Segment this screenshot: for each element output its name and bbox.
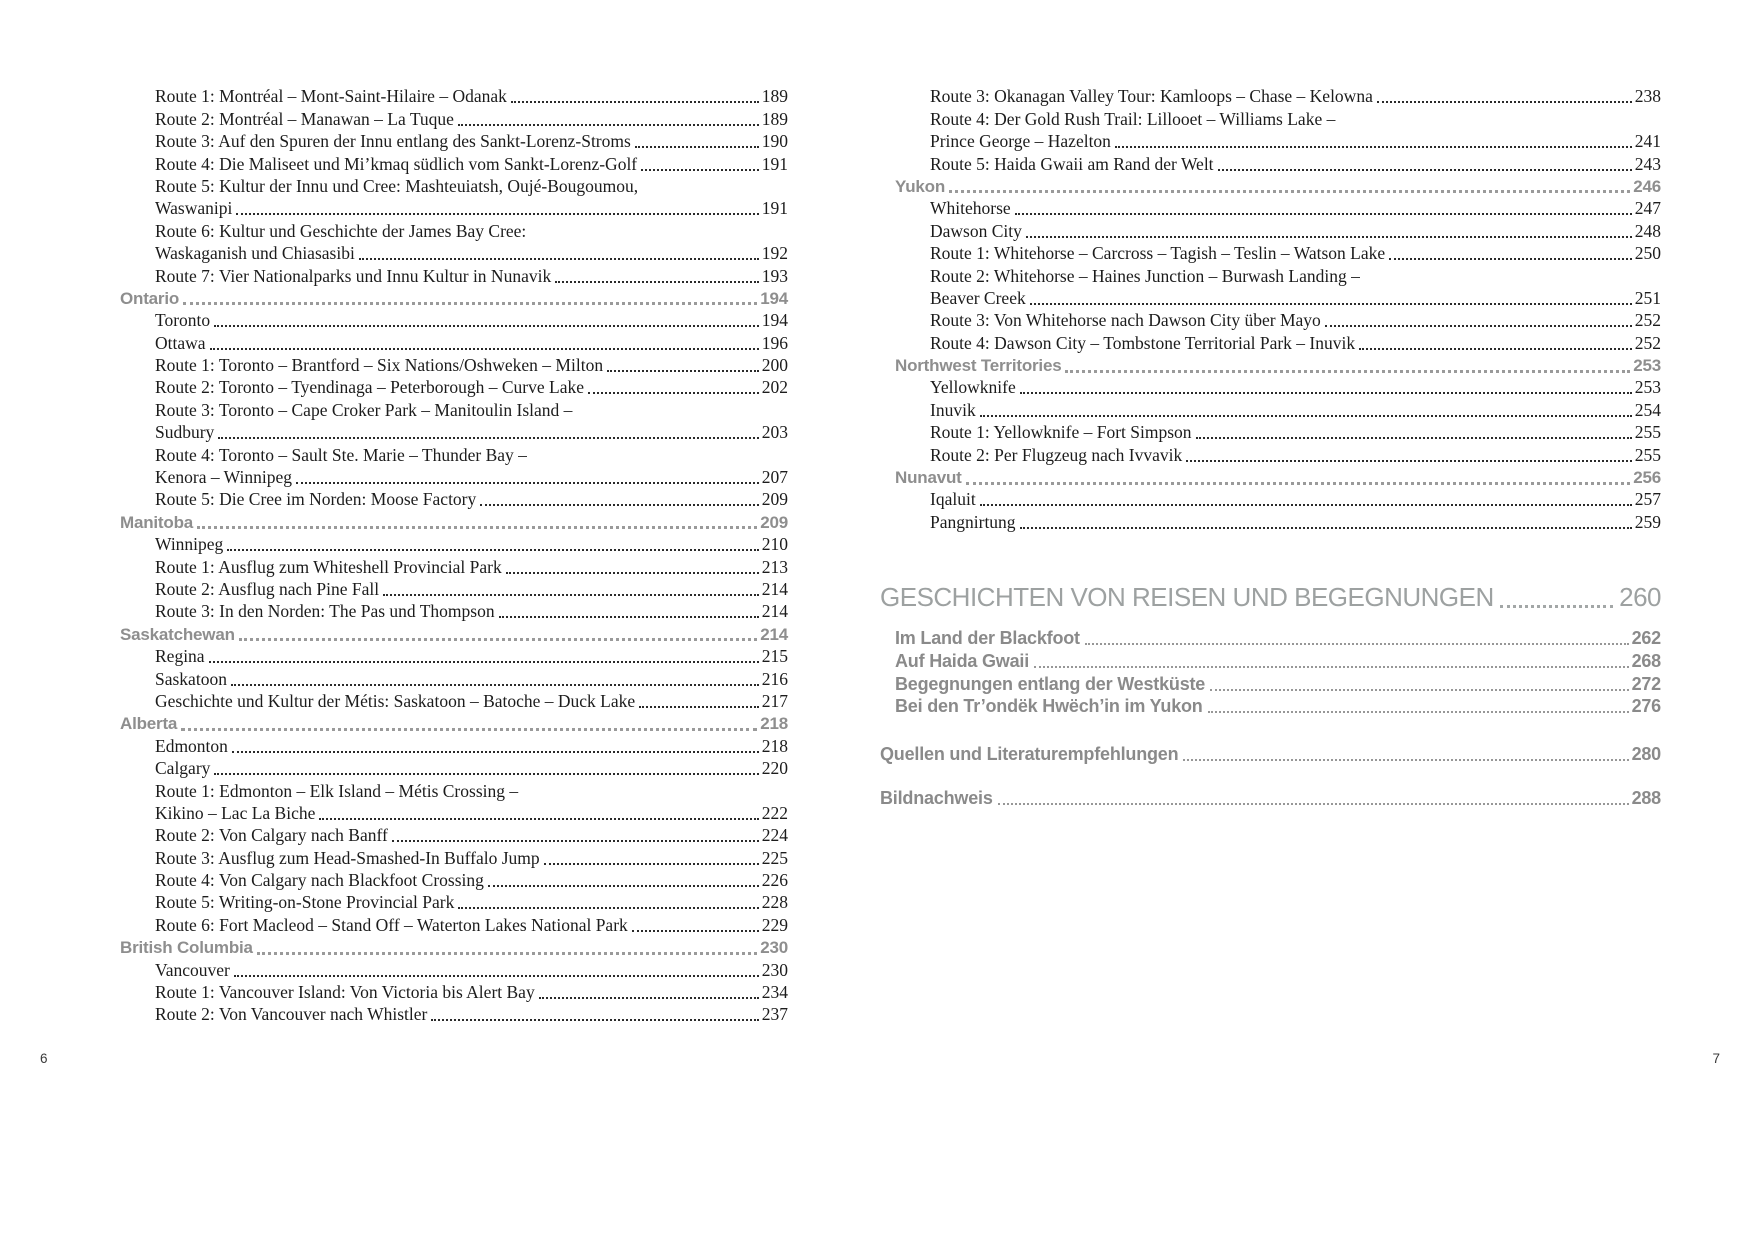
toc-entry-label: Yellowknife: [930, 377, 1016, 398]
toc-entry-label: Route 1: Vancouver Island: Von Victoria bis Alert Bay: [155, 982, 535, 1003]
toc-entry-row: [120, 219, 788, 241]
dot-leader: [966, 482, 1631, 485]
toc-entry-row: [880, 331, 1661, 353]
toc-entry-row: [880, 85, 1661, 107]
toc-entry-row: [880, 510, 1661, 532]
toc-page-number: 191: [761, 198, 788, 219]
dot-leader: [980, 504, 1632, 506]
toc-entry-label: Iqaluit: [930, 489, 976, 510]
toc-section-row: [880, 466, 1661, 488]
toc-section-row: [120, 287, 788, 309]
toc-page-number: 190: [761, 131, 788, 152]
dot-leader: [431, 1019, 758, 1021]
toc-page-number: 225: [761, 847, 788, 868]
toc-entry-label: Nunavut: [895, 468, 962, 488]
dot-leader: [1020, 527, 1632, 529]
toc-page-number: 238: [1634, 86, 1661, 107]
dot-leader: [458, 907, 758, 909]
toc-entry-label: Ottawa: [155, 332, 206, 353]
toc-entry-label: Saskatchewan: [120, 624, 235, 644]
dot-leader: [296, 482, 759, 484]
dot-leader: [632, 930, 759, 932]
toc-entry-row: [880, 152, 1661, 174]
toc-entry-label: Edmonton: [155, 735, 228, 756]
toc-page-number: 280: [1631, 743, 1661, 764]
dot-leader: [210, 348, 759, 350]
toc-entry-row: [120, 398, 788, 420]
toc-entry-row: [880, 309, 1661, 331]
toc-entry-row: [120, 152, 788, 174]
dot-leader: [539, 997, 759, 999]
dot-leader: [214, 773, 758, 775]
toc-entry-label: Route 3: Okanagan Valley Tour: Kamloops – Chase – Kelowna: [930, 86, 1373, 107]
toc-page-number: 214: [760, 624, 788, 644]
toc-page-number: 214: [761, 601, 788, 622]
dot-leader: [458, 124, 759, 126]
toc-entry-row: [120, 600, 788, 622]
toc-entry-row: [120, 488, 788, 510]
page-number-right: 7: [1712, 1051, 1720, 1066]
extra-row: [880, 742, 1661, 765]
dot-leader: [607, 370, 759, 372]
toc-page-number: 255: [1634, 444, 1661, 465]
toc-page-number: 241: [1634, 131, 1661, 152]
toc-entry-label: Begegnungen entlang der Westküste: [895, 673, 1206, 694]
toc-column-left: [120, 85, 788, 1025]
toc-entry-label: Route 2: Toronto – Tyendinaga – Peterborough – Curve Lake: [155, 377, 584, 398]
toc-page-number: 224: [761, 825, 788, 846]
dot-leader: [232, 751, 759, 753]
story-row: [880, 627, 1661, 650]
toc-entry-row: [880, 264, 1661, 286]
toc-page-number: 222: [761, 802, 788, 823]
toc-entry-label: Route 2: Von Vancouver nach Whistler: [155, 1004, 428, 1025]
dot-leader: [1015, 213, 1632, 215]
toc-entry-label: Route 2: Ausflug nach Pine Fall: [155, 578, 380, 599]
toc-entry-label: Route 3: Toronto – Cape Croker Park – Manitoulin Island –: [155, 399, 573, 420]
dot-leader: [488, 885, 759, 887]
dot-leader: [319, 818, 758, 820]
toc-entry-label: Calgary: [155, 758, 211, 779]
dot-leader: [1389, 258, 1632, 260]
toc-list-left: [120, 85, 788, 1025]
toc-section-row: [880, 175, 1661, 197]
dot-leader: [544, 863, 759, 865]
toc-page-number: 250: [1634, 243, 1661, 264]
toc-entry-label: Bildnachweis: [880, 788, 993, 809]
dot-leader: [480, 504, 758, 506]
toc-entry-row: [880, 130, 1661, 152]
dot-leader: [555, 281, 759, 283]
toc-page-number: 209: [760, 512, 788, 532]
dot-leader: [998, 803, 1629, 805]
toc-entry-row: [120, 421, 788, 443]
toc-page-number: 200: [761, 355, 788, 376]
toc-entry-label: Kikino – Lac La Biche: [155, 802, 316, 823]
toc-entry-label: Route 1: Yellowknife – Fort Simpson: [930, 422, 1192, 443]
dot-leader: [1085, 643, 1629, 645]
toc-entry-row: [120, 734, 788, 756]
page-number-left: 6: [40, 1051, 48, 1066]
toc-page-number: 203: [761, 422, 788, 443]
dot-leader: [227, 549, 758, 551]
toc-entry-label: Route 2: Von Calgary nach Banff: [155, 825, 388, 846]
toc-page-number: 194: [760, 288, 788, 308]
dot-leader: [635, 146, 759, 148]
toc-entry-label: Route 4: Der Gold Rush Trail: Lillooet – Williams Lake –: [930, 108, 1336, 129]
dot-leader: [511, 101, 759, 103]
toc-entry-row: [880, 219, 1661, 241]
toc-entry-row: [120, 981, 788, 1003]
toc-page-number: 230: [760, 938, 788, 958]
toc-entry-label: Whitehorse: [930, 198, 1011, 219]
dot-leader: [197, 526, 757, 529]
toc-page-number: 189: [761, 86, 788, 107]
toc-entry-label: Kenora – Winnipeg: [155, 467, 292, 488]
dot-leader: [1218, 169, 1632, 171]
dot-leader: [1325, 325, 1632, 327]
dot-leader: [181, 728, 757, 731]
toc-entry-label: Route 7: Vier Nationalparks und Innu Kultur in Nunavik: [155, 265, 552, 286]
toc-entry-row: [880, 242, 1661, 264]
toc-entry-row: [120, 667, 788, 689]
toc-entry-row: [120, 690, 788, 712]
dot-leader: [1377, 101, 1632, 103]
dot-leader: [209, 661, 759, 663]
toc-entry-label: Route 5: Die Cree im Norden: Moose Factory: [155, 489, 477, 510]
story-row: [880, 695, 1661, 718]
toc-page-number: 213: [761, 556, 788, 577]
dot-leader: [1210, 689, 1628, 691]
toc-entry-row: [120, 958, 788, 980]
toc-page-number: 243: [1634, 153, 1661, 174]
toc-entry-row: [880, 287, 1661, 309]
toc-entry-row: [120, 376, 788, 398]
toc-entry-label: Route 1: Toronto – Brantford – Six Nations/Oshweken – Milton: [155, 355, 604, 376]
toc-entry-row: [120, 913, 788, 935]
toc-entry-label: British Columbia: [120, 938, 253, 958]
toc-page-number: 217: [761, 690, 788, 711]
toc-page-number: 255: [1634, 422, 1661, 443]
dot-leader: [214, 325, 759, 327]
dot-leader: [1208, 711, 1629, 713]
toc-page-number: 253: [1633, 356, 1661, 376]
toc-entry-label: Route 3: Von Whitehorse nach Dawson City über Mayo: [930, 310, 1321, 331]
dot-leader: [183, 302, 757, 305]
toc-page-number: 272: [1631, 673, 1661, 694]
toc-page-number: 214: [761, 578, 788, 599]
toc-section-row: [120, 936, 788, 958]
toc-entry-label: Regina: [155, 646, 205, 667]
toc-page-number: 220: [761, 758, 788, 779]
toc-section-row: [120, 510, 788, 532]
dot-leader: [239, 638, 757, 641]
toc-page-number: 210: [761, 534, 788, 555]
dot-leader: [1034, 666, 1629, 668]
dot-leader: [639, 706, 759, 708]
toc-page-number: 252: [1634, 332, 1661, 353]
toc-page-number: 218: [760, 714, 788, 734]
toc-entry-row: [120, 578, 788, 600]
toc-entry-row: [880, 197, 1661, 219]
toc-entry-label: Prince George – Hazelton: [930, 131, 1111, 152]
stories-list: [880, 627, 1661, 717]
dot-leader: [1026, 236, 1632, 238]
dot-leader: [499, 616, 759, 618]
toc-entry-row: [120, 242, 788, 264]
dot-leader: [641, 169, 759, 171]
toc-entry-label: Vancouver: [155, 959, 230, 980]
toc-entry-label: Route 5: Kultur der Innu und Cree: Mashteuiatsh, Oujé-Bougoumou,: [155, 175, 639, 196]
toc-page-number: 218: [761, 735, 788, 756]
story-row: [880, 649, 1661, 672]
dot-leader: [949, 190, 1630, 193]
toc-page-number: 207: [761, 467, 788, 488]
part-heading-row: [880, 579, 1661, 613]
toc-entry-label: Toronto: [155, 310, 211, 331]
dot-leader: [218, 437, 758, 439]
toc-entry-label: Route 4: Dawson City – Tombstone Territorial Park – Inuvik: [930, 332, 1356, 353]
toc-entry-row: [120, 130, 788, 152]
toc-entry-row: [880, 488, 1661, 510]
toc-entry-label: Route 3: In den Norden: The Pas und Thompson: [155, 601, 495, 622]
toc-entry-row: [120, 85, 788, 107]
toc-column-right: [880, 85, 1661, 809]
toc-page-number: 254: [1634, 399, 1661, 420]
dot-leader: [1196, 437, 1632, 439]
toc-page-number: 246: [1633, 176, 1661, 196]
toc-entry-label: Geschichte und Kultur der Métis: Saskatoon – Batoche – Duck Lake: [155, 690, 636, 711]
toc-entry-label: Dawson City: [930, 220, 1022, 241]
toc-entry-row: [120, 466, 788, 488]
toc-entry-row: [120, 846, 788, 868]
toc-page-number: 202: [761, 377, 788, 398]
toc-entry-label: Route 1: Montréal – Mont-Saint-Hilaire – Odanak: [155, 86, 507, 107]
toc-page-number: 252: [1634, 310, 1661, 331]
toc-entry-label: Route 6: Kultur und Geschichte der James Bay Cree:: [155, 220, 527, 241]
toc-entry-row: [120, 779, 788, 801]
toc-entry-label: Route 5: Writing-on-Stone Provincial Park: [155, 892, 455, 913]
toc-entry-row: [120, 264, 788, 286]
toc-entry-row: [120, 354, 788, 376]
toc-entry-row: [120, 645, 788, 667]
toc-entry-row: [120, 331, 788, 353]
toc-entry-row: [120, 555, 788, 577]
toc-entry-row: [120, 802, 788, 824]
toc-page-number: 257: [1634, 489, 1661, 510]
story-row: [880, 672, 1661, 695]
toc-entry-label: Alberta: [120, 714, 178, 734]
dot-leader: [231, 684, 759, 686]
toc-entry-label: Inuvik: [930, 399, 976, 420]
toc-entry-label: Pangnirtung: [930, 511, 1016, 532]
toc-page-number: 209: [761, 489, 788, 510]
toc-entry-row: [120, 309, 788, 331]
toc-entry-row: [880, 107, 1661, 129]
toc-entry-label: Route 3: Auf den Spuren der Innu entlang des Sankt-Lorenz-Stroms: [155, 131, 631, 152]
toc-page-number: 276: [1631, 696, 1661, 717]
toc-page-number: 248: [1634, 220, 1661, 241]
toc-entry-label: Route 2: Per Flugzeug nach Ivvavik: [930, 444, 1183, 465]
dot-leader: [1115, 146, 1632, 148]
dot-leader: [980, 415, 1632, 417]
toc-entry-row: [120, 197, 788, 219]
toc-page-number: 226: [761, 870, 788, 891]
part-heading-page-number: 260: [1619, 581, 1661, 612]
toc-page-number: 191: [761, 153, 788, 174]
dot-leader: [236, 213, 758, 215]
toc-entry-label: Route 1: Ausflug zum Whiteshell Provincial Park: [155, 556, 502, 577]
toc-page-number: 194: [761, 310, 788, 331]
toc-page-number: 230: [761, 959, 788, 980]
toc-page-number: 193: [761, 265, 788, 286]
dot-leader: [1030, 303, 1632, 305]
toc-page-number: 237: [761, 1004, 788, 1025]
toc-entry-row: [120, 869, 788, 891]
toc-entry-label: Route 1: Whitehorse – Carcross – Tagish – Teslin – Watson Lake: [930, 243, 1386, 264]
toc-entry-label: Route 2: Whitehorse – Haines Junction – Burwash Landing –: [930, 265, 1360, 286]
toc-entry-row: [120, 1003, 788, 1025]
toc-entry-label: Waskaganish und Chiasasibi: [155, 243, 355, 264]
toc-entry-label: Yukon: [895, 176, 946, 196]
toc-page-number: 216: [761, 668, 788, 689]
dot-leader: [257, 952, 757, 955]
toc-page-number: 229: [761, 914, 788, 935]
toc-entry-row: [120, 107, 788, 129]
toc-entry-label: Waswanipi: [155, 198, 233, 219]
toc-entry-label: Auf Haida Gwaii: [895, 651, 1030, 671]
toc-page-number: 262: [1631, 628, 1661, 649]
toc-entry-label: Route 5: Haida Gwaii am Rand der Welt: [930, 153, 1214, 174]
toc-section-row: [880, 354, 1661, 376]
toc-entry-label: Route 4: Von Calgary nach Blackfoot Crossing: [155, 870, 484, 891]
toc-entry-row: [120, 533, 788, 555]
dot-leader: [234, 975, 759, 977]
toc-page-number: 256: [1633, 468, 1661, 488]
toc-page-number: 215: [761, 646, 788, 667]
toc-page-number: 189: [761, 108, 788, 129]
toc-entry-row: [120, 757, 788, 779]
toc-entry-label: Im Land der Blackfoot: [895, 628, 1080, 649]
extras-list: [880, 742, 1661, 809]
toc-page-number: 228: [761, 892, 788, 913]
toc-entry-row: [880, 376, 1661, 398]
dot-leader: [506, 572, 759, 574]
toc-entry-label: Beaver Creek: [930, 287, 1026, 308]
dot-leader: [1359, 348, 1632, 350]
toc-entry-label: Route 3: Ausflug zum Head-Smashed-In Buffalo Jump: [155, 847, 540, 868]
dot-leader: [1500, 605, 1613, 608]
toc-entry-label: Route 4: Die Maliseet und Mi’kmaq südlich vom Sankt-Lorenz-Golf: [155, 153, 638, 174]
dot-leader: [1186, 460, 1632, 462]
toc-page-number: 253: [1634, 377, 1661, 398]
extra-row: [880, 787, 1661, 810]
toc-page-number: 268: [1631, 651, 1661, 671]
toc-entry-label: Route 4: Toronto – Sault Ste. Marie – Thunder Bay –: [155, 444, 527, 465]
toc-entry-label: Quellen und Literaturempfehlungen: [880, 743, 1179, 764]
dot-leader: [1183, 759, 1628, 761]
toc-page-number: 251: [1634, 287, 1661, 308]
toc-entry-row: [880, 421, 1661, 443]
toc-entry-label: Northwest Territories: [895, 356, 1062, 376]
toc-entry-label: Saskatoon: [155, 668, 227, 689]
toc-entry-row: [880, 398, 1661, 420]
dot-leader: [588, 392, 759, 394]
toc-entry-label: Bei den Tr’ondëk Hwëch’in im Yukon: [895, 696, 1203, 717]
dot-leader: [1020, 392, 1632, 394]
dot-leader: [383, 594, 759, 596]
toc-page-number: 288: [1631, 788, 1661, 809]
toc-entry-label: Ontario: [120, 288, 180, 308]
toc-page-number: 234: [761, 982, 788, 1003]
toc-entry-row: [880, 443, 1661, 465]
toc-entry-label: Sudbury: [155, 422, 215, 443]
toc-page-number: 196: [761, 332, 788, 353]
toc-entry-label: Manitoba: [120, 512, 194, 532]
toc-list-right: [880, 85, 1661, 533]
toc-entry-label: Route 6: Fort Macleod – Stand Off – Waterton Lakes National Park: [155, 914, 628, 935]
dot-leader: [1065, 370, 1630, 373]
toc-section-row: [120, 712, 788, 734]
toc-page-number: 192: [761, 243, 788, 264]
toc-entry-label: Route 1: Edmonton – Elk Island – Métis Crossing –: [155, 780, 519, 801]
toc-page-number: 247: [1634, 198, 1661, 219]
toc-entry-row: [120, 443, 788, 465]
toc-entry-label: Route 2: Montréal – Manawan – La Tuque: [155, 108, 454, 129]
toc-entry-label: Winnipeg: [155, 534, 224, 555]
part-heading-label: GESCHICHTEN VON REISEN UND BEGEGNUNGEN: [880, 581, 1494, 612]
dot-leader: [359, 258, 759, 260]
toc-entry-row: [120, 175, 788, 197]
toc-section-row: [120, 622, 788, 644]
toc-entry-row: [120, 824, 788, 846]
toc-page-number: 259: [1634, 511, 1661, 532]
dot-leader: [392, 840, 759, 842]
toc-entry-row: [120, 891, 788, 913]
